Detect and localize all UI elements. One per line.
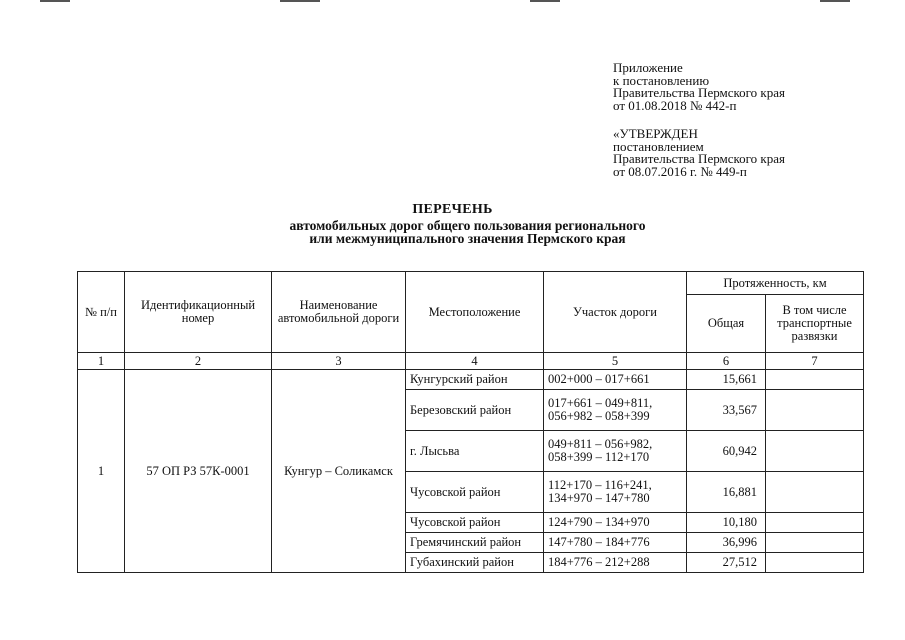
junctions-cell (766, 513, 864, 533)
approved-block (613, 128, 785, 178)
junctions-cell (766, 390, 864, 431)
column-number: 7 (766, 353, 864, 370)
road-num-cell: 1 (78, 370, 125, 573)
section-cell (544, 553, 687, 573)
junctions-cell (766, 370, 864, 390)
header-section: Участок дороги (544, 272, 687, 353)
header-location: Местоположение (406, 272, 544, 353)
section-line: 147+780 – 184+776 (548, 535, 650, 549)
total-cell: 10,180 (687, 513, 766, 533)
header-junctions: В том числе транспортные развязки (766, 295, 864, 353)
roads-table (77, 271, 864, 573)
approved-line: «УТВЕРЖДЕН (613, 126, 698, 141)
section-cell (544, 533, 687, 553)
section-line: 184+776 – 212+288 (548, 555, 650, 569)
section-line: 134+970 – 147+780 (548, 491, 650, 505)
header-id: Идентификационный номер (125, 272, 272, 353)
location-cell: Губахинский район (406, 553, 544, 573)
column-number: 4 (406, 353, 544, 370)
section-cell (544, 472, 687, 513)
junctions-cell (766, 553, 864, 573)
appendix-line: Правительства Пермского края (613, 85, 785, 100)
header-row (78, 272, 864, 295)
header-name: Наименование автомобильной дороги (272, 272, 406, 353)
subtitle-line: или межмуниципального значения Пермского края (309, 231, 626, 246)
junctions-cell (766, 472, 864, 513)
column-number-row (78, 353, 864, 370)
location-cell: г. Лысьва (406, 431, 544, 472)
column-number: 6 (687, 353, 766, 370)
document-title: ПЕРЕЧЕНЬ (412, 202, 493, 217)
section-cell (544, 431, 687, 472)
approved-line: постановлением (613, 138, 704, 154)
approved-line: Правительства Пермского края (613, 151, 785, 166)
column-number: 5 (544, 353, 687, 370)
road-name-cell: Кунгур – Соликамск (272, 370, 406, 573)
document-subtitle (0, 219, 905, 245)
appendix-line: к постановлению (613, 72, 710, 88)
location-cell: Кунгурский район (406, 370, 544, 390)
total-cell: 60,942 (687, 431, 766, 472)
column-number: 1 (78, 353, 125, 370)
total-cell: 27,512 (687, 553, 766, 573)
table-row (78, 370, 864, 390)
appendix-line: от 01.08.2018 № 442-п (613, 97, 737, 113)
section-line: 002+000 – 017+661 (548, 372, 650, 386)
scan-top-marks (0, 0, 905, 4)
section-cell (544, 370, 687, 390)
section-line: 058+399 – 112+170 (548, 450, 650, 464)
approved-line: от 08.07.2016 г. № 449-п (613, 163, 747, 179)
header-total: Общая (687, 295, 766, 353)
subtitle-line: автомобильных дорог общего пользования регионального (289, 218, 646, 233)
appendix-line: Приложение (613, 60, 683, 75)
section-line: 124+790 – 134+970 (548, 515, 650, 529)
location-cell: Березовский район (406, 390, 544, 431)
section-cell (544, 513, 687, 533)
section-line: 049+811 – 056+982, (548, 437, 653, 451)
section-line: 056+982 – 058+399 (548, 409, 650, 423)
junctions-cell (766, 533, 864, 553)
location-cell: Гремячинский район (406, 533, 544, 553)
section-line: 017+661 – 049+811, (548, 396, 653, 410)
column-number: 2 (125, 353, 272, 370)
column-number: 3 (272, 353, 406, 370)
appendix-block (613, 62, 785, 112)
junctions-cell (766, 431, 864, 472)
section-cell (544, 390, 687, 431)
header-num: № п/п (78, 272, 125, 353)
total-cell: 16,881 (687, 472, 766, 513)
total-cell: 33,567 (687, 390, 766, 431)
total-cell: 36,996 (687, 533, 766, 553)
total-cell: 15,661 (687, 370, 766, 390)
location-cell: Чусовской район (406, 472, 544, 513)
location-cell: Чусовской район (406, 513, 544, 533)
road-id-cell: 57 ОП РЗ 57К-0001 (125, 370, 272, 573)
section-line: 112+170 – 116+241, (548, 478, 652, 492)
header-length: Протяженность, км (687, 272, 864, 295)
